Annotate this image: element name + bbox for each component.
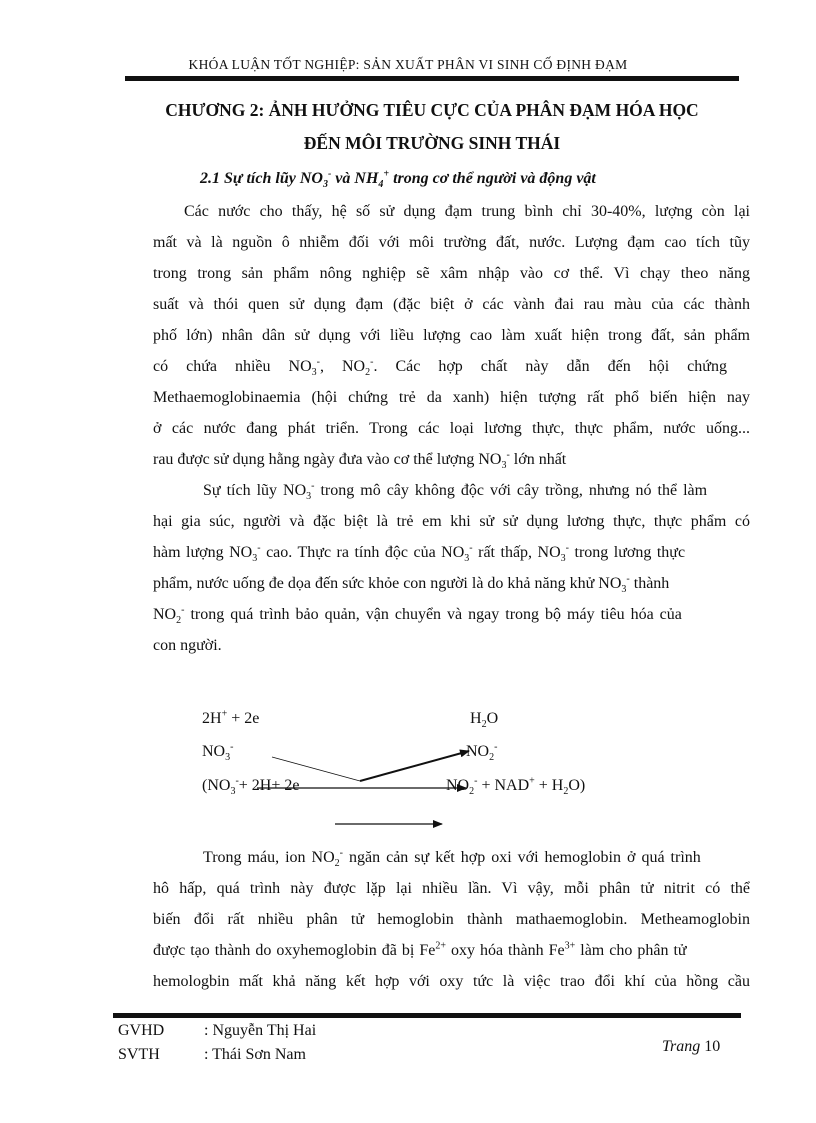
text-line: rau được sử dụng hằng ngày đưa vào cơ thể lượng $NO_3^-$ lớn nhất <box>153 449 567 472</box>
text-line: $NO_2^-$ trong quá trình bảo quản, vận chuyển và ngay trong bộ máy tiêu hóa của <box>153 604 682 627</box>
running-header: KHÓA LUẬN TỐT NGHIỆP: SẢN XUẤT PHÂN VI SINH CỐ ĐỊNH ĐẠM <box>188 57 628 72</box>
text-line: Methaemoglobinaemia (hội chứng trẻ da xanh) hiện tượng rất phổ biến hiện nay <box>153 389 750 406</box>
reactant-hydrogen-electrons: 2H+ + 2e <box>202 708 260 727</box>
text-line: phẩm, nước uống đe dọa đến sức khỏe con người là do khả năng khử $NO_3^-$ thành <box>153 573 670 596</box>
text-line: biến đổi rất nhiều phân tử hemoglobin thành mathaemoglobin. Metheamoglobin <box>153 911 750 928</box>
text-line: được tạo thành do oxyhemoglobin đã bị $Fe^{2+}$ oxy hóa thành $Fe^{3+}$ làm cho phân tử <box>153 940 687 959</box>
footer-rule <box>113 1013 741 1018</box>
page-number: Trang 10 <box>662 1038 721 1055</box>
student-label: SVTH <box>118 1046 160 1063</box>
text-line: Trong máu, ion $NO_2^-$ ngăn cản sự kết hợp oxi với hemoglobin ở quá trình <box>203 847 701 870</box>
text-line: Các nước cho thấy, hệ số sử dụng đạm trung bình chỉ 30-40%, lượng còn lại <box>184 203 750 220</box>
student-name: : Thái Sơn Nam <box>204 1046 306 1063</box>
text-line: hô hấp, quá trình này được lặp lại nhiều lần. Vì vậy, mỗi phân tử nitrit có thể <box>153 880 750 897</box>
text-line: hại gia súc, người và đặc biệt là trẻ em khi sử sử dụng lương thực, thực phẩm có <box>153 513 750 530</box>
reaction-connector-line <box>272 757 360 781</box>
text-line: hemologbin mất khả năng kết hợp với oxy tức là việc trao đổi khí của hồng cầu <box>153 973 750 990</box>
text-line: phố lớn) nhân dân sử dụng với liều lượng cao làm xuất hiện trong đất, sản phẩm <box>153 327 750 344</box>
product-nitrite: $NO_2^-$ <box>466 741 498 764</box>
text-line: trong trong sản phẩm nông nghiệp sẽ xâm nhập vào cơ thể. Vì chạy theo năng <box>153 265 750 282</box>
overall-reactants: ($NO_3^-+ 2H+ 2e$ <box>202 775 300 798</box>
supervisor-name: : Nguyễn Thị Hai <box>204 1022 317 1039</box>
reactant-nitrate: $NO_3^-$ <box>202 741 234 764</box>
text-line: có chứa nhiều $NO_3^-$, $NO_2^-$. Các hợp chất này dẫn đến hội chứng <box>153 356 727 379</box>
text-line: Sự tích lũy $NO_3^-$ trong mô cây không độc với cây trồng, nhưng nó thể làm <box>203 480 708 503</box>
text-line: suất và thói quen sử dụng đạm (đặc biệt ở các vành đai rau màu của các thành <box>153 296 750 313</box>
text-line: mất và là nguồn ô nhiễm đối với môi trường đất, nước. Lượng đạm cao tích tũy <box>153 234 750 251</box>
text-line: con người. <box>153 637 222 654</box>
text-line: ở các nước đang phát triển. Trong các loại lương thực, thực phẩm, nước uống... <box>153 420 750 437</box>
chapter-title-line-1: CHƯƠNG 2: ẢNH HƯỞNG TIÊU CỰC CỦA PHÂN ĐẠM HÓA HỌC <box>165 100 699 120</box>
product-water: $H_2O$ <box>470 710 499 731</box>
overall-products: $NO_2^- + NAD^+ + H_2O$) <box>446 775 586 798</box>
reaction-arrow-to-water <box>360 751 469 781</box>
supervisor-label: GVHD <box>118 1022 165 1039</box>
section-heading: 2.1 Sự tích lũy $NO_3^-$ và $NH_4^+$ trong cơ thể người và động vật <box>200 168 596 191</box>
text-line: hàm lượng $NO_3^-$ cao. Thực ra tính độc của $NO_3^-$ rất thấp, $NO_3^-$ trong lương thực <box>153 542 686 565</box>
chapter-title-line-2: ĐẾN MÔI TRƯỜNG SINH THÁI <box>303 133 561 153</box>
